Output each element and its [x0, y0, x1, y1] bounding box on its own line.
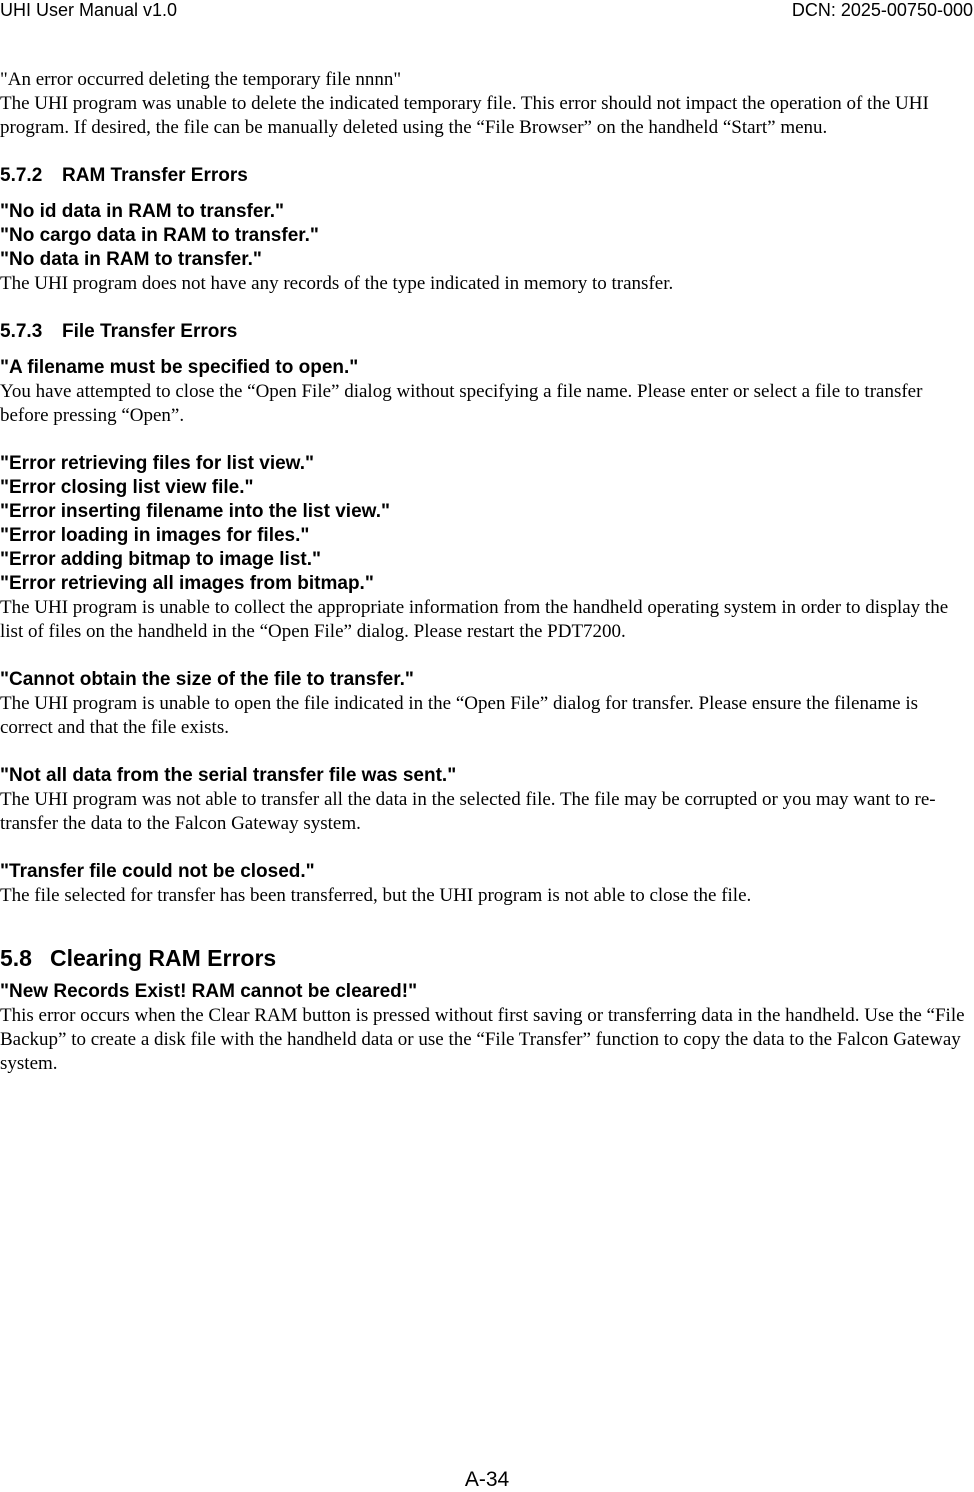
section-number: 5.8	[0, 945, 32, 971]
header-document-title: UHI User Manual v1.0	[0, 0, 178, 20]
error-description: You have attempted to close the “Open File” dialog without specifying a file name. Please enter or select a file to transfer before pressing “Open”.	[0, 381, 923, 426]
header-dcn: DCN: 2025-00750-000	[791, 0, 973, 20]
error-description: The UHI program is unable to collect the appropriate information from the handheld operating system in order to display the list of files on the handheld in the “Open File” dialog. Please restart the PDT7200.	[0, 597, 949, 642]
error-description: This error occurs when the Clear RAM button is pressed without first saving or transferring data in the handheld. Use the “File Backup” to create a disk file with the handheld data or use the “File Transfer” function to copy the data to the Falcon Gateway system.	[0, 1005, 965, 1074]
error-message: "New Records Exist! RAM cannot be cleared!"	[0, 981, 418, 1002]
error-description: The UHI program was not able to transfer all the data in the selected file. The file may be corrupted or you may want to re-transfer the data to the Falcon Gateway system.	[0, 789, 936, 834]
page-content	[0, 68, 972, 1076]
error-message: "No data in RAM to transfer."	[0, 249, 262, 270]
error-message: "Cannot obtain the size of the file to transfer."	[0, 669, 414, 690]
error-message: "Error retrieving files for list view."	[0, 453, 315, 474]
error-description: The UHI program does not have any records of the type indicated in memory to transfer.	[0, 273, 674, 294]
section-title: RAM Transfer Errors	[62, 165, 248, 186]
error-message: "A filename must be specified to open."	[0, 357, 359, 378]
error-message: "Transfer file could not be closed."	[0, 861, 315, 882]
error-description: The file selected for transfer has been transferred, but the UHI program is not able to close the file.	[0, 885, 752, 906]
section-heading-5-7-2	[0, 164, 972, 188]
error-message: "Error inserting filename into the list view."	[0, 501, 391, 522]
section-number: 5.7.2	[0, 165, 43, 186]
error-message: "Error adding bitmap to image list."	[0, 549, 321, 570]
section-number: 5.7.3	[0, 321, 43, 342]
error-description: The UHI program is unable to open the file indicated in the “Open File” dialog for transfer. Please ensure the filename is correct and that the file exists.	[0, 693, 919, 738]
section-heading-5-7-3	[0, 320, 972, 344]
page-header	[0, 0, 974, 24]
section-title: Clearing RAM Errors	[50, 945, 277, 971]
error-description-temp-file: The UHI program was unable to delete the indicated temporary file. This error should not impact the operation of the UHI program. If desired, the file can be manually deleted using the “File Browser” on the handheld “Start” menu.	[0, 93, 929, 138]
error-message: "No cargo data in RAM to transfer."	[0, 225, 319, 246]
error-message: "Error retrieving all images from bitmap."	[0, 573, 374, 594]
error-message: "Error closing list view file."	[0, 477, 254, 498]
section-title: File Transfer Errors	[62, 321, 238, 342]
section-heading-5-8	[0, 944, 972, 972]
error-message: "No id data in RAM to transfer."	[0, 201, 285, 222]
error-message: "Error loading in images for files."	[0, 525, 310, 546]
page-number: A-34	[464, 1468, 510, 1491]
error-message: "Not all data from the serial transfer file was sent."	[0, 765, 457, 786]
error-message-temp-file: "An error occurred deleting the temporary file nnnn"	[0, 69, 402, 90]
